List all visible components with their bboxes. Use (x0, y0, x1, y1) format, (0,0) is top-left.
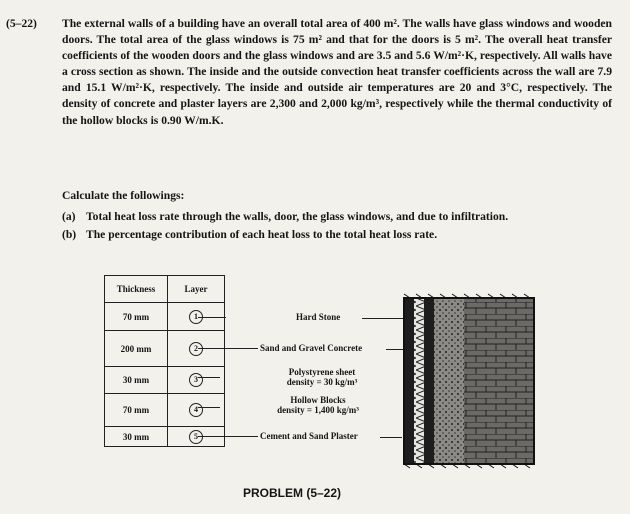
layer-header: Layer (168, 276, 225, 303)
thickness-cell: 200 mm (105, 331, 168, 367)
layer-number-circle: 5 (189, 430, 203, 444)
leader-line (198, 407, 220, 408)
leader-line (198, 317, 226, 318)
callout-cement: Cement and Sand Plaster (260, 431, 358, 441)
hollow-line-2: density = 1,400 kg/m³ (277, 405, 359, 415)
layer-table (104, 275, 225, 447)
wall-section-drawing (396, 290, 546, 472)
layer-number-circle: 2 (189, 342, 203, 356)
callout-polystyrene (268, 367, 376, 387)
problem-number: (5–22) (6, 17, 37, 30)
calculate-instruction: Calculate the followings: (62, 189, 185, 202)
leader-line (198, 348, 258, 349)
layer-number-circle: 4 (189, 403, 203, 417)
inner-plaster-layer (424, 298, 434, 464)
problem-statement (6, 16, 612, 129)
part-b-label: (b) (62, 228, 77, 241)
hollow-line-1: Hollow Blocks (290, 395, 346, 405)
callout-sand-gravel: Sand and Gravel Concrete (260, 343, 363, 353)
part-a (62, 210, 508, 223)
layer-cell (168, 367, 225, 394)
part-a-text: Total heat loss rate through the walls, door, the glass windows, and due to infiltration. (86, 210, 509, 223)
layer-cell (168, 394, 225, 427)
polystyrene-line-1: Polystyrene sheet (288, 367, 356, 377)
thickness-cell: 30 mm (105, 367, 168, 394)
part-a-label: (a) (62, 210, 76, 223)
thickness-cell: 30 mm (105, 427, 168, 447)
callout-hard-stone: Hard Stone (296, 312, 341, 322)
leader-line (198, 436, 258, 437)
polystyrene-line-2: density = 30 kg/m³ (286, 377, 358, 387)
hard-stone-layer (464, 298, 534, 464)
leader-line (198, 377, 220, 378)
part-b-text: The percentage contribution of each heat loss to the total heat loss rate. (86, 228, 438, 241)
layer-number-circle: 1 (189, 310, 203, 324)
part-b (62, 228, 437, 241)
layer-number-circle: 3 (189, 373, 203, 387)
concrete-layer (434, 298, 464, 464)
polystyrene-layer (414, 298, 424, 464)
thickness-cell: 70 mm (105, 394, 168, 427)
callout-hollow-blocks (264, 395, 372, 415)
thickness-header: Thickness (105, 276, 168, 303)
problem-body: The external walls of a building have an overall total area of 400 m². The walls have glass windows and wooden doors. The total area of the glass windows is 75 m² and that for the doors is 5 m². The overall heat transfer coefficients of the wooden doors and the glass windows and are 3.5 and 5.6 W/m²·K, respectively. All walls have a cross section as shown. The inside and the outside convection heat transfer coefficients across the wall are 7.9 and 15.1 W/m²·K, respectively. The inside and outside air temperatures are 20 and 3°C, respectively. The density of concrete and plaster layers are 2,300 and 2,000 kg/m³, respectively while the thermal conductivity of the hollow blocks is 0.90 W/m.K. (62, 17, 612, 127)
thickness-cell: 70 mm (105, 303, 168, 331)
plaster-layer (404, 298, 414, 464)
figure-caption: PROBLEM (5–22) (243, 486, 342, 500)
